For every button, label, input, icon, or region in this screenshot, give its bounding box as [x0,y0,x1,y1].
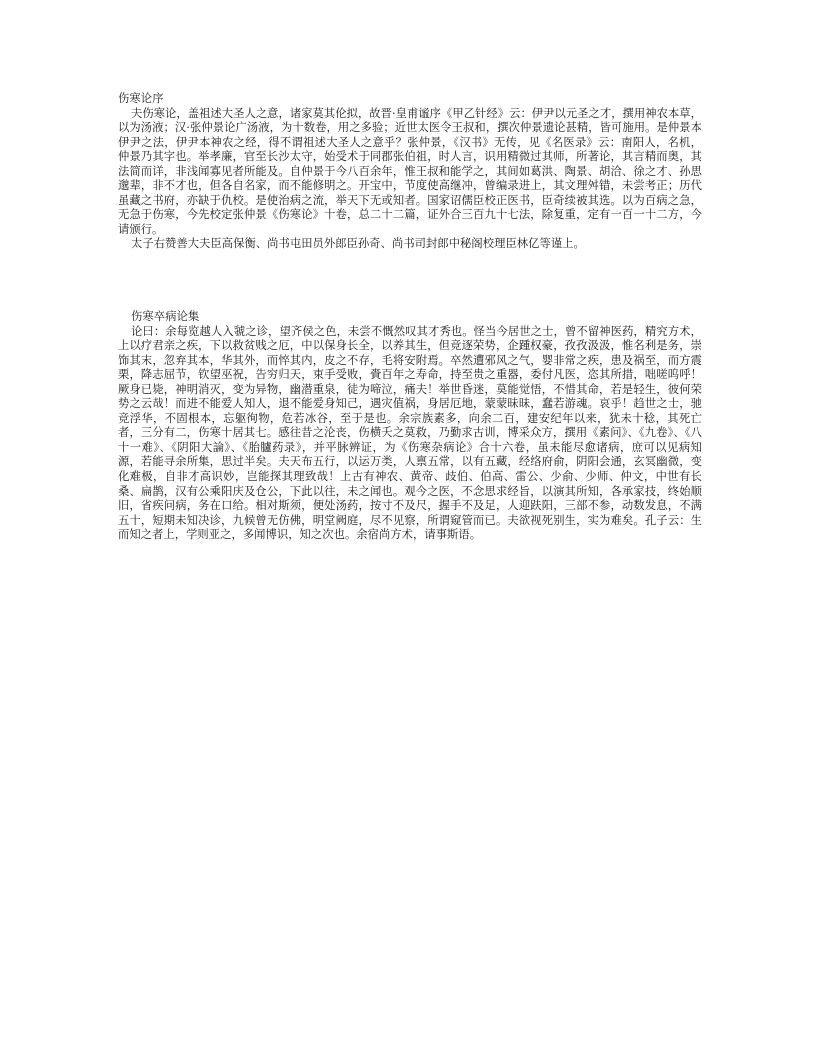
section-shanghanlun-xu [118,92,702,252]
paragraph: 太子右赞善大夫臣高保衡、尚书屯田员外郎臣孙奇、尚书司封郎中秘阁校理臣林亿等谨上。 [131,237,585,251]
section-shanghan-zubing-lunji [118,310,702,543]
paragraph: 论曰：余每览越人入虢之诊，望齐侯之色，未尝不慨然叹其才秀也。怪当今居世之士，曾不留神医药，精究方术，上以疗君亲之疾，下以救贫贱之厄，中以保身长全，以养其生，但竞逐荣势，企踵权豪，孜孜汲汲，惟名利是务，崇饰其末，忽弃其本，华其外，而悴其内，皮之不存，毛将安附焉。卒然遭邪风之气，婴非常之疾，患及祸至，而方震栗，降志屈节，钦望巫祝，告穷归天，束手受败，賫百年之寿命，持至贵之重器，委付凡医，恣其所措，咄嗟呜呼！厥身已毙，神明消灭，变为异物，幽潜重泉，徒为啼泣，痛夫！举世昏迷，莫能觉悟，不惜其命，若是轻生，彼何荣势之云哉！而进不能爱人知人，退不能爱身知己，遇灾值祸，身居厄地，蒙蒙昧昧，蠢若游魂。哀乎！趋世之士，驰竞浮华，不固根本，忘躯徇物，危若冰谷，至于是也。余宗族素多，向余二百，建安纪年以来，犹未十稔，其死亡者，三分有二，伤寒十居其七。感往昔之沦丧，伤横夭之莫救，乃勤求古训，博采众方，撰用《素问》、《九卷》、《八十一难》、《阴阳大論》、《胎臚药录》，并平脉辨证，为《伤寒杂病论》合十六卷，虽未能尽愈诸病，庶可以见病知源，若能寻余所集，思过半矣。夫天布五行，以运万类，人禀五常，以有五藏，经络府俞，阴阳会通，玄冥幽微，变化难极，自非才高识妙，岂能探其理致哉！上古有神农、黄帝、歧伯、伯高、雷公、少俞、少师、仲文，中世有长桑、扁鹊，汉有公乘阳庆及仓公，下此以往，未之闻也。观今之医，不念思求经旨，以演其所知，各承家技，终始顺旧，省疾问病，务在口给。相对斯须，便处汤药，按寸不及尺，握手不及足，人迎趺阳，三部不参，动数发息，不满五十，短期未知决诊，九候曾无仿佛，明堂阙庭，尽不见察，所谓窥管而已。夫欲视死别生，实为难矣。孔子云：生而知之者上，学则亚之，多闻博识，知之次也。余宿尚方术，请事斯语。 [118,324,702,542]
paragraph: 夫伤寒论，盖祖述大圣人之意，诸家莫其伦拟，故晋·皇甫谧序《甲乙针经》云：伊尹以元圣之才，撰用神农本草，以为汤液；汉·张仲景论广汤液，为十数卷，用之多验；近世太医令王叔和，撰次仲景遗论甚精，皆可施用。是仲景本伊尹之法，伊尹本神农之经，得不谓祖述大圣人之意乎？张仲景，《汉书》无传，见《名医录》云：南阳人，名机，仲景乃其字也。举孝廉，官至长沙太守，始受术于同郡张伯祖，时人言，识用精微过其师，所著论，其言精而奥，其法简而详，非浅闻寡见者所能及。自仲景于今八百余年，惟王叔和能学之，其间如葛洪、陶景、胡洽、徐之才、孙思邈辈，非不才也，但各自名家，而不能修明之。开宝中，节度使高继冲，曾编录进上，其文理舛错，未尝考正；历代虽藏之书府，亦缺于仇校。是使治病之流，举天下无或知者。国家诏儒臣校正医书，臣奇续被其选。以为百病之急，无急于伤寒，今先校定张仲景《伤寒论》十卷，总二十二篇，证外合三百九十七法，除复重，定有一百一十二方，今请颁行。 [118,106,702,236]
document-content [118,92,702,543]
section-heading: 伤寒论序 [118,92,164,105]
section-body [118,107,702,252]
section-body [118,325,702,543]
section-heading: 伤寒卒病论集 [131,310,200,324]
